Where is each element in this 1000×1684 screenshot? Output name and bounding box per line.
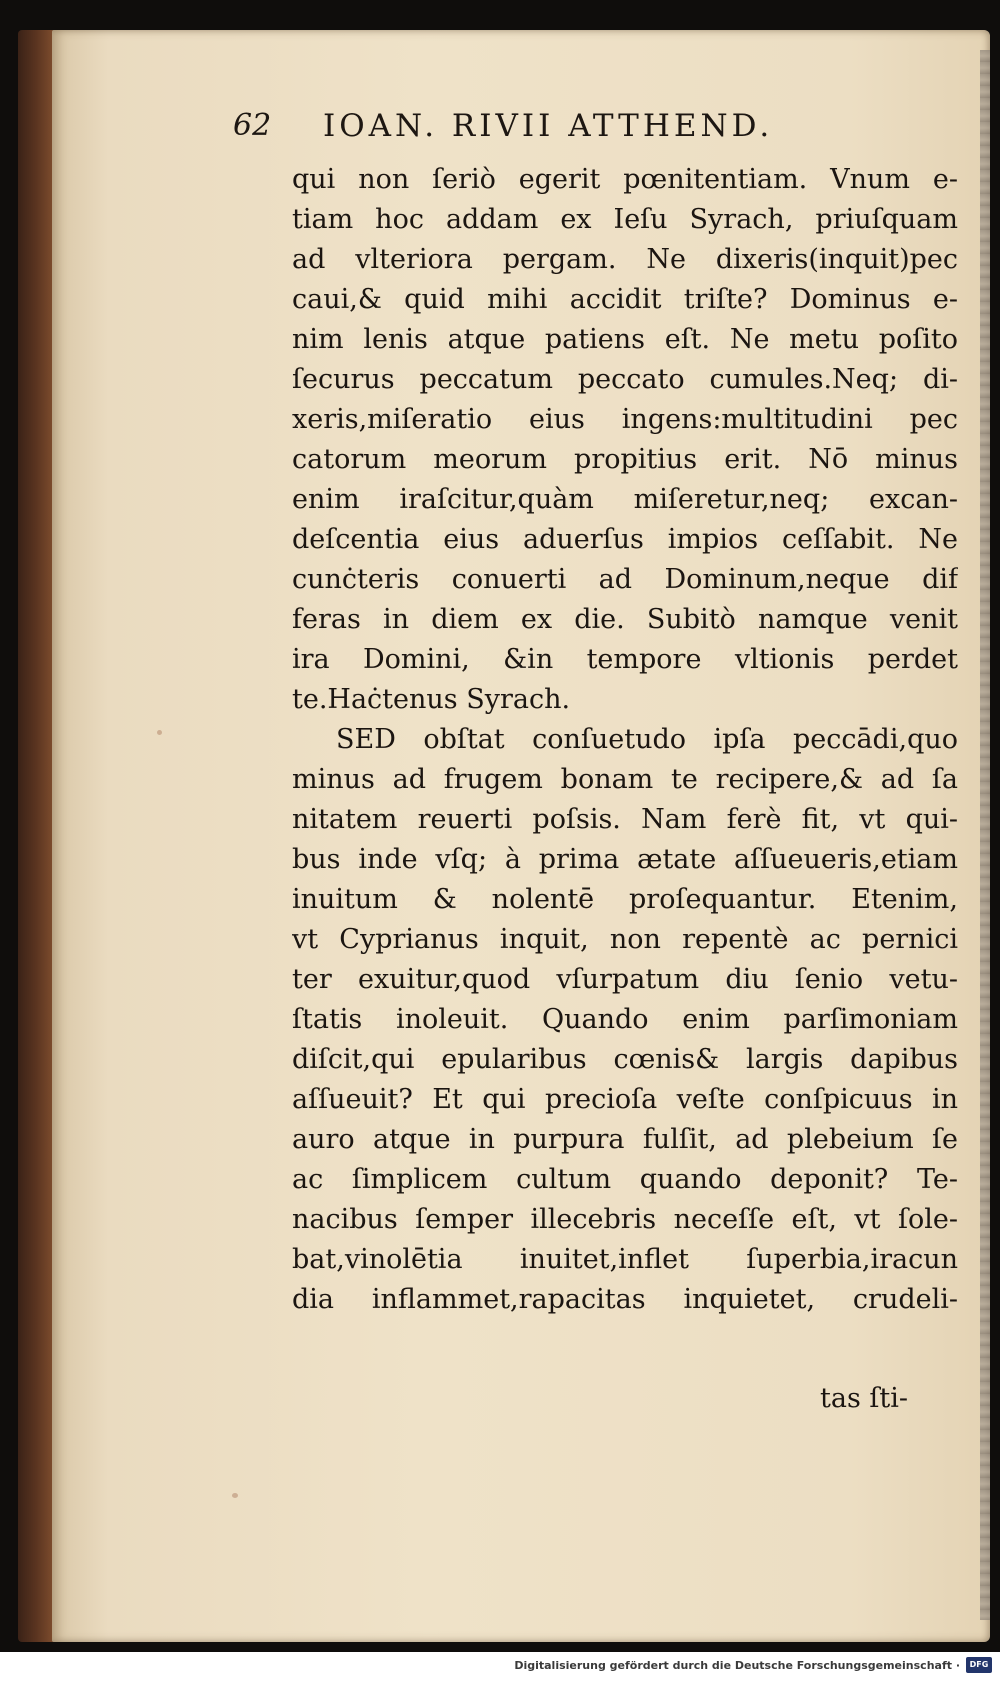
text-line: cunċteris conuerti ad Dominum,neque dif	[292, 564, 958, 595]
foxing-spot	[232, 1493, 238, 1498]
text-line: bat,vinolētia inuitet,inflet ſuperbia,iracun	[292, 1244, 958, 1275]
catchword: tas ſti-	[820, 1383, 908, 1414]
text-line: enim iraſcitur,quàm miſeretur,neq; excan-	[292, 484, 958, 515]
text-line: tiam hoc addam ex Ieſu Syrach, priuſquam	[292, 204, 958, 235]
funding-credit: Digitalisierung gefördert durch die Deutsche Forschungsgemeinschaft ·	[514, 1659, 960, 1672]
text-line: ter exuitur,quod vſurpatum diu ſenio vetu-	[292, 964, 958, 995]
body-text	[292, 160, 958, 1320]
text-line: ſecurus peccatum peccato cumules.Neq; di-	[292, 364, 958, 395]
text-line: nitatem reuerti poſsis. Nam ferè fit, vt qui-	[292, 804, 958, 835]
text-line: dia inflammet,rapacitas inquietet, crudeli-	[292, 1284, 958, 1315]
text-line: ſtatis inoleuit. Quando enim parſimoniam	[292, 1004, 958, 1035]
text-line: deſcentia eius aduerſus impios ceſſabit. Ne	[292, 524, 958, 555]
text-line: inuitum & nolentē proſequantur. Etenim,	[292, 884, 958, 915]
page-header	[233, 104, 873, 154]
text-line: minus ad frugem bonam te recipere,& ad ſa	[292, 764, 958, 795]
text-line: vt Cyprianus inquit, non repentè ac pernici	[292, 924, 958, 955]
folio-number: 62	[233, 108, 272, 143]
text-line: xeris,miſeratio eius ingens:multitudini pec	[292, 404, 958, 435]
digitization-footer	[0, 1652, 1000, 1684]
page-stack-edge	[980, 50, 990, 1620]
text-line: auro atque in purpura fulſit, ad plebeium ſe	[292, 1124, 958, 1155]
running-title: IOAN. RIVII ATTHEND.	[323, 108, 774, 144]
foxing-spot	[157, 730, 162, 735]
text-line: nim lenis atque patiens eſt. Ne metu poſito	[292, 324, 958, 355]
dfg-logo: DFG	[966, 1657, 992, 1673]
text-line: bus inde vſq; à prima ætate aſſueueris,etiam	[292, 844, 958, 875]
text-line: ac ſimplicem cultum quando deponit? Te-	[292, 1164, 958, 1195]
text-line: qui non ſeriò egerit pœnitentiam. Vnum e-	[292, 164, 958, 195]
text-line: ad vlteriora pergam. Ne dixeris(inquit)pec	[292, 244, 958, 275]
text-line: caui,& quid mihi accidit triſte? Dominus e-	[292, 284, 958, 315]
text-line: ira Domini, &in tempore vltionis perdet	[292, 644, 958, 675]
text-line: diſcit,qui epularibus cœnis& largis dapibus	[292, 1044, 958, 1075]
text-line: feras in diem ex die. Subitò namque venit	[292, 604, 958, 635]
text-line: aſſueuit? Et qui precioſa veſte conſpicuus in	[292, 1084, 958, 1115]
text-line: te.Haċtenus Syrach.	[292, 684, 571, 715]
paragraph-start-line: SED obſtat conſuetudo ipſa peccādi,quo	[336, 724, 958, 755]
text-line: nacibus ſemper illecebris neceſſe eſt, vt ſole-	[292, 1204, 958, 1235]
text-line: catorum meorum propitius erit. Nō minus	[292, 444, 958, 475]
